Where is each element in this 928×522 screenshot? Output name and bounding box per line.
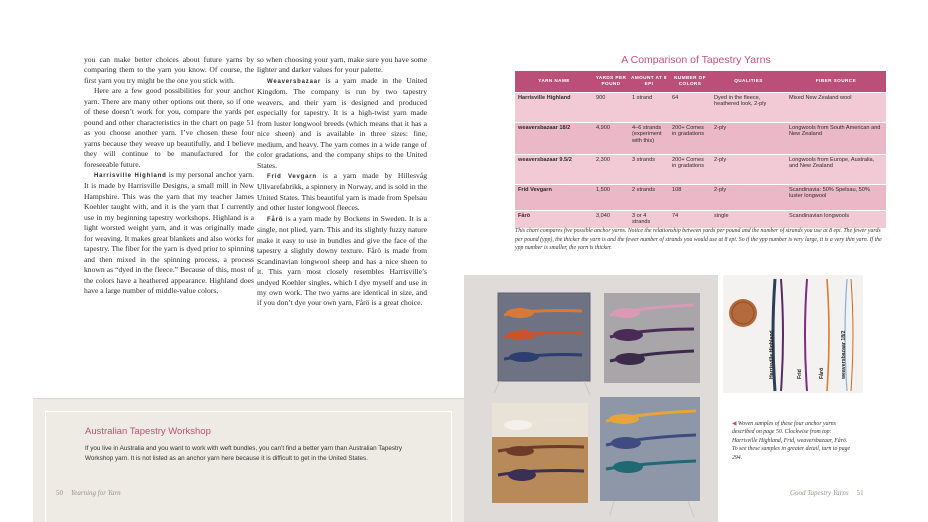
yarn-comparison-table (515, 71, 886, 228)
cell: 2-ply (711, 154, 786, 184)
table-row (515, 154, 886, 184)
folio-left (56, 489, 121, 497)
weaversbazaar-text: is a yarn made in the United Kingdom. The company is run by two tapestry weavers, and their yarn is designed and produced especially for tapestry. It is a high-twist yarn made from luster longwool breeds (which means that it has a nice sheen) and is available in three sizes: fine, medium, and heavy. The yarn comes in a wide range of color gradations, and the company ships to the United States. (257, 75, 427, 170)
sidebar-box (33, 398, 464, 522)
triangle-left-icon: ◀ (732, 421, 737, 427)
running-head: Good Tapestry Yarns (790, 489, 849, 497)
cell: 200+ Comes in gradations (669, 122, 711, 154)
paragraph-weaversbazaar (257, 76, 427, 171)
column-header: NUMBER OF COLORS (669, 71, 711, 92)
yarn-label-frid: Frid (797, 369, 803, 379)
cell: Frid Vevgarn (515, 184, 593, 210)
frid-text: is a yarn made by Hillesvåg Ullvarefabrikk, a spinnery in Norway, and is sold in the United States. This beautiful yarn is made from Spelsau and other luster longwool fleeces. (257, 170, 427, 213)
cell: 64 (669, 92, 711, 122)
text-column-1 (84, 55, 254, 296)
cell: weaversbazaar 18/2 (515, 122, 593, 154)
harrisville-run-in-label: Harrisville Highland (94, 172, 167, 179)
table-header-row (515, 71, 886, 92)
yarn-strands-photo (723, 275, 863, 393)
paragraph-frid (257, 171, 427, 214)
cell: Scandinavia: 50% Spelsau, 50% luster longwool (786, 184, 886, 210)
column-header: YARN NAME (515, 71, 593, 92)
swatch-frid (604, 293, 700, 383)
cell: 4–6 strands (experiment with this) (629, 122, 669, 154)
cell: Dyed in the fleece, heathered look, 2-ply (711, 92, 786, 122)
sidebar-title: Australian Tapestry Workshop (85, 426, 211, 437)
cell: 1 strand (629, 92, 669, 122)
text-column-2 (257, 55, 427, 309)
swatch-harrisville (494, 293, 590, 395)
column-header: AMOUNT AT 8 EPI (629, 71, 669, 92)
cell: 1,500 (593, 184, 629, 210)
cell: Longwools from South American and New Zealand (786, 122, 886, 154)
sidebar-body: If you live in Australia and you want to work with weft bundles, you can’t find a better yarn than Australian Tapestry Workshop yarn. It is not listed as an anchor yarn here because it is difficult to get in the United States. (85, 445, 403, 462)
cell: 2-ply (711, 122, 786, 154)
cell: 2-ply (711, 184, 786, 210)
right-page (464, 0, 928, 522)
yarn-label-weaversbazaar: weaversbazaar 18/2 (841, 330, 847, 379)
cell: 200+ Comes in gradations (669, 154, 711, 184)
column-header: QUALITIES (711, 71, 786, 92)
cell: Scandinavian longwools (786, 210, 886, 228)
faro-text: is a yarn made by Bockens in Sweden. It is a single, not plied, yarn. This and its slightly fuzzy nature make it easy to use in bundles and give the face of the tapestry a slightly downy texture. Fårö is made from Scandinavian longwool sheep and has a nice sheen to it. This yarn most closely resembles Harrisville’s undyed Koehler singles, which I dye myself and use in my own work. The two yarns are identical in size, and if you don’t dye your own yarn, Fårö is a great choice. (257, 213, 427, 308)
column-header: YARDS PER POUND (593, 71, 629, 92)
cell: 108 (669, 184, 711, 210)
table-row (515, 184, 886, 210)
cell: weaversbazaar 9.5/2 (515, 154, 593, 184)
running-head: Yearning for Yarn (71, 489, 121, 497)
weaversbazaar-run-in-label: Weaversbazaar (267, 78, 321, 85)
paragraph-harrisville (84, 170, 254, 296)
table-row (515, 210, 886, 228)
cell: Mixed New Zealand wool (786, 92, 886, 122)
table-caption: This chart compares five possible anchor yarns. Notice the relationship between yards per pound and the number of strands you use at 8 epi. The fewer yards per pound (ypp), the thicker the yarn is and the fewer number of strands you would use at 8 epi. So if the ypp number is very large, it is a very thin yarn. If the ypp number is smaller, the yarn is thicker. (515, 228, 882, 252)
folio-right (790, 489, 864, 497)
table-title: A Comparison of Tapestry Yarns (621, 54, 771, 66)
cell: 3 strands (629, 154, 669, 184)
cell: 74 (669, 210, 711, 228)
page-number: 50 (56, 489, 63, 497)
cell: Fårö (515, 210, 593, 228)
cell: 2,300 (593, 154, 629, 184)
cell: Longwools from Europe, Australia, and New Zealand (786, 154, 886, 184)
woven-samples-illustration (464, 275, 718, 522)
swatch-weaversbazaar (600, 397, 700, 517)
cell: 900 (593, 92, 629, 122)
photo-caption-text: Woven samples of these four anchor yarns described on page 50. Clockwise from top: Harrisville Highland, Frid, weaversbazaar, Fårö. To see these samples in greater detail, turn to page 294. (732, 421, 851, 461)
cell: single (711, 210, 786, 228)
cell: 3 or 4 strands (629, 210, 669, 228)
paragraph-faro (257, 214, 427, 309)
table-row (515, 122, 886, 154)
frid-run-in-label: Frid Vevgarn (267, 173, 317, 180)
column-header: FIBER SOURCE (786, 71, 886, 92)
cell: 2 strands (629, 184, 669, 210)
photo-caption (732, 420, 852, 462)
faro-run-in-label: Fårö (267, 216, 284, 223)
paragraph: you can make better choices about future yarns by comparing them to the yarn you know. Of course, the first yarn you try might be the one you stick with. (84, 55, 254, 85)
swatch-faro (492, 403, 588, 503)
cell: Harrisville Highland (515, 92, 593, 122)
penny-icon (729, 299, 757, 327)
cell: 4,900 (593, 122, 629, 154)
yarn-label-faro: Fårö (819, 367, 825, 379)
cell: 3,040 (593, 210, 629, 228)
page-number: 51 (856, 489, 864, 497)
paragraph: so when choosing your yarn, make sure you have some lighter and darker values for your palette. (257, 55, 427, 75)
yarn-label-harrisville: Harrisville Highland (769, 330, 775, 379)
paragraph: Here are a few good possibilities for your anchor yarn. There are many other options out there, so if one of these doesn’t work for you, compare the yards per pound and other characteristics in the chart on page 51 as you choose another yarn. I’ve chosen these four yarns because they weave up beautifully, and I believe they will continue to be manufactured for the foreseeable future. (84, 86, 254, 169)
woven-samples-photo (464, 275, 718, 522)
harrisville-text: is my personal anchor yarn. It is made by Harrisville Designs, a small mill in New Hampshire. This was the yarn that my teacher James Koehler taught with, and it is the yarn that I currently use in my beginning tapestry workshops. Highland is a light worsted weight yarn, and it was originally made for weaving. It makes great blankets and also works for tapestry. The fiber for the yarn is dyed prior to spinning and then mixed in the spinning process, a process known as “dyed in the fleece.” Because of this, most of the colors have a heathered appearance. Highland does have a large number of middle-value colors, (84, 169, 254, 295)
table-row (515, 92, 886, 122)
